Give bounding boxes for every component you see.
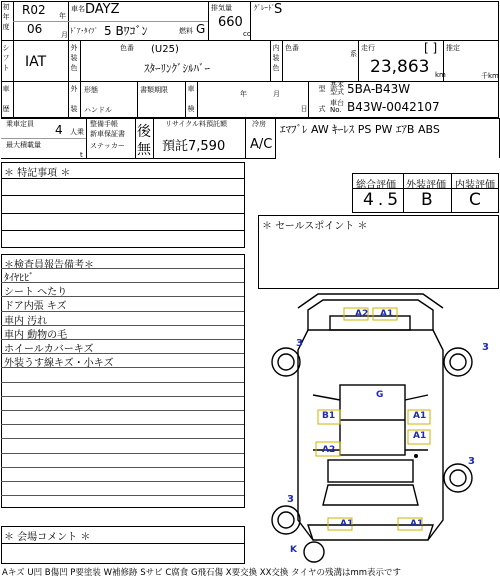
notes-line [1, 195, 245, 196]
aircon-label: 冷房 [252, 120, 266, 128]
col-divider [443, 40, 444, 81]
month-unit-insp: 月 [273, 90, 280, 98]
inspector-row-line [1, 495, 244, 496]
history-label-1: 車 [2, 85, 10, 93]
grade-label: ｸﾞﾚｰﾄﾞ [254, 4, 275, 12]
sub-divider [1, 138, 86, 139]
sales-point-title: ＊ セールスポイント ＊ [262, 221, 368, 232]
ext-rating: B [421, 190, 433, 210]
rear-window [323, 485, 418, 505]
door-line-right [405, 395, 428, 400]
wheel-rear-right [444, 464, 472, 492]
mark-b1: B1 [322, 411, 336, 421]
mark-rear-right-3: 3 [468, 456, 475, 467]
ratings-col [451, 173, 452, 213]
capacity: 4 [55, 123, 63, 137]
mark-bottom-a1-left: A1 [340, 519, 354, 529]
mark-roof-a2: A2 [355, 309, 369, 319]
center-panel [328, 460, 413, 482]
inspector-note: シート へたり [4, 287, 68, 299]
inspector-note: ドア内張 キズ [4, 301, 67, 313]
inspection-label: 推定 [446, 44, 460, 52]
inspector-row-line [1, 268, 244, 269]
col-divider [185, 81, 186, 118]
fuel-label: 燃料 [179, 27, 193, 35]
month-unit: 月 [61, 31, 68, 39]
notes-line [1, 230, 245, 231]
recycle: 預託7,590 [162, 139, 226, 154]
col-divider [153, 118, 154, 158]
col-divider [137, 81, 138, 118]
inspector-row-line [1, 396, 244, 397]
inspector-notes-title: ＊検査員報告備考＊ [4, 260, 94, 271]
day-unit: 日 [300, 105, 308, 113]
displacement-label: 排気量 [211, 4, 232, 12]
col-divider [282, 40, 283, 81]
door-line-left [313, 395, 340, 400]
row-divider [1, 158, 276, 159]
equipment: ｴﾏﾌﾞﾚ AW ｷｰﾚｽ PS PW ｴｱB ABS [280, 123, 440, 136]
wheel-front-right [444, 348, 472, 376]
mileage-label: 走行 [361, 44, 375, 52]
inspector-note: ホイールカバーキズ [4, 344, 94, 355]
doc-label: 書類期限 [140, 86, 168, 94]
manual-label: 整備手帳 [90, 120, 118, 128]
col-divider [86, 118, 87, 158]
color-code: (U25) [151, 44, 179, 55]
spare-wheel [304, 542, 324, 562]
inspector-row-line [1, 410, 244, 411]
mark-rear-left-3: 3 [287, 494, 294, 505]
int-rating-label: 内装評価 [455, 180, 495, 191]
first-reg-month: 06 [27, 22, 43, 36]
sticker-label: ステッカー [90, 142, 125, 150]
mark-roof-a1: A1 [380, 309, 394, 319]
model-form-label: 型 式 [318, 85, 326, 113]
inspector-note: 車内 汚れ [4, 315, 48, 327]
door-type: 5 Bﾜｺﾞﾝ [104, 24, 148, 38]
ext-rating-label: 外装評価 [406, 180, 446, 191]
door-type-label: ﾄﾞｱ･ﾀｲﾌﾟ [70, 27, 98, 35]
manual-value: 後 [137, 124, 151, 140]
capacity-unit: 人乗 [70, 128, 84, 136]
wheel-rear-right-inner [450, 470, 466, 486]
basic-model-label: 基本 型式 [330, 81, 344, 96]
color-name: ｽﾀｰﾘﾝｸﾞｼﾙﾊﾞｰ [144, 62, 210, 75]
mileage-bracket: [ ] [424, 41, 438, 55]
handle-label: ハンドル [84, 106, 112, 114]
col-divider [308, 81, 309, 118]
mark-right-a1-top: A1 [413, 411, 427, 421]
col-divider [358, 40, 359, 81]
form-label: 外 装 [70, 85, 78, 113]
int-color-code-label: 色番 [285, 44, 299, 52]
col-divider [245, 118, 246, 158]
mark-bottom-a1-right: A1 [410, 519, 424, 529]
vehicle-inspection-label: 車 検 [187, 85, 195, 113]
col-divider [208, 1, 209, 40]
inspector-note: 外装うす線キズ・小キズ [4, 358, 114, 370]
mileage: 23,863 [370, 57, 430, 77]
mark-left-a2: A2 [322, 445, 336, 455]
shift-label: シ フ ト [2, 44, 10, 72]
col-divider [68, 40, 69, 118]
warranty-label: 新車保証書 [90, 130, 125, 138]
inspector-note: ﾀｲﾔﾋﾋﾞ [4, 273, 34, 284]
mark-front-right-3: 3 [482, 342, 489, 353]
wheel-rear-left-inner [278, 512, 294, 528]
inspector-row-line [1, 424, 244, 425]
col-divider [275, 118, 276, 158]
legend: Aキズ U凹 B傷凹 P要塗装 W補修跡 Sサビ C腐食 G飛石傷 X要交換 XX交換 タイヤの残溝はmm表示です [2, 568, 402, 578]
ratings-col [403, 173, 404, 213]
wheel-rear-left [272, 506, 300, 534]
inspector-row-line [1, 438, 244, 439]
total-rating-label: 総合評価 [356, 180, 396, 191]
fuel: G [196, 22, 206, 36]
car-name: DAYZ [85, 2, 120, 17]
col-divider [250, 1, 251, 40]
damage-dot [414, 454, 418, 458]
wheel-front-right-inner [450, 354, 466, 370]
grade: S [274, 2, 283, 17]
inspector-row-line [1, 481, 244, 482]
int-rating: C [469, 190, 481, 210]
row-divider [1, 118, 499, 119]
aircon: A/C [250, 137, 273, 152]
front-windshield [330, 316, 410, 330]
inspector-note: 車内 動物の毛 [4, 329, 68, 341]
first-reg-label: 初 年 度 [2, 3, 10, 31]
recycle-label: リサイクル料預託額 [165, 120, 228, 128]
int-color-suffix: 系 [350, 50, 357, 58]
int-color-label: 内 装 色 [272, 44, 280, 72]
ext-color-label: 外 装 色 [70, 44, 78, 72]
displacement: 660 [218, 15, 243, 30]
shift: IAT [25, 54, 47, 70]
comment-line [1, 543, 245, 544]
col-divider [197, 81, 198, 118]
displacement-unit: cc [243, 30, 251, 38]
mileage-unit: km [435, 71, 446, 79]
total-rating: 4.5 [363, 190, 403, 210]
notes-line [1, 178, 245, 179]
color-code-label: 色番 [120, 44, 134, 52]
mark-k: K [290, 545, 297, 555]
inspector-row-line [1, 467, 244, 468]
inspector-row-line [1, 382, 244, 383]
notes-line [1, 213, 245, 214]
warranty-value: 無 [137, 142, 151, 158]
max-load-unit: t [80, 151, 83, 159]
col-divider [270, 40, 271, 81]
mark-g: G [376, 390, 384, 400]
inspector-row-line [1, 453, 244, 454]
chassis: B43W-0042107 [347, 100, 440, 114]
col-divider [13, 40, 14, 118]
capacity-label: 乗車定員 [6, 120, 34, 128]
form-key: 形態 [84, 86, 98, 94]
col-divider [80, 40, 81, 118]
venue-comment-title: ＊ 会場コメント ＊ [4, 532, 91, 543]
year-unit: 年 [59, 12, 66, 20]
car-name-label: 車名 [71, 5, 85, 13]
car-diagram [258, 290, 499, 565]
first-reg-year: R02 [22, 3, 46, 17]
mark-front-left-3: 3 [296, 338, 303, 349]
front-hood [308, 300, 433, 330]
wheel-front-left-inner [278, 354, 294, 370]
col-divider [135, 118, 136, 158]
row-divider [275, 158, 499, 159]
year-unit-insp: 年 [240, 90, 247, 98]
history-label-2: 歴 [2, 105, 10, 113]
inspection-unit: 千km [481, 72, 499, 80]
max-load-label: 最大積載量 [6, 141, 41, 149]
inspector-row-line [1, 367, 244, 368]
mark-right-a1-bottom: A1 [413, 431, 427, 441]
front-bumper [298, 294, 443, 308]
wheel-front-left [272, 348, 300, 376]
special-notes-title: ＊ 特記事項 ＊ [4, 168, 71, 179]
basic-model: 5BA-B43W [347, 82, 411, 96]
row-divider [1, 81, 499, 82]
chassis-label: 車台 No. [330, 99, 344, 114]
